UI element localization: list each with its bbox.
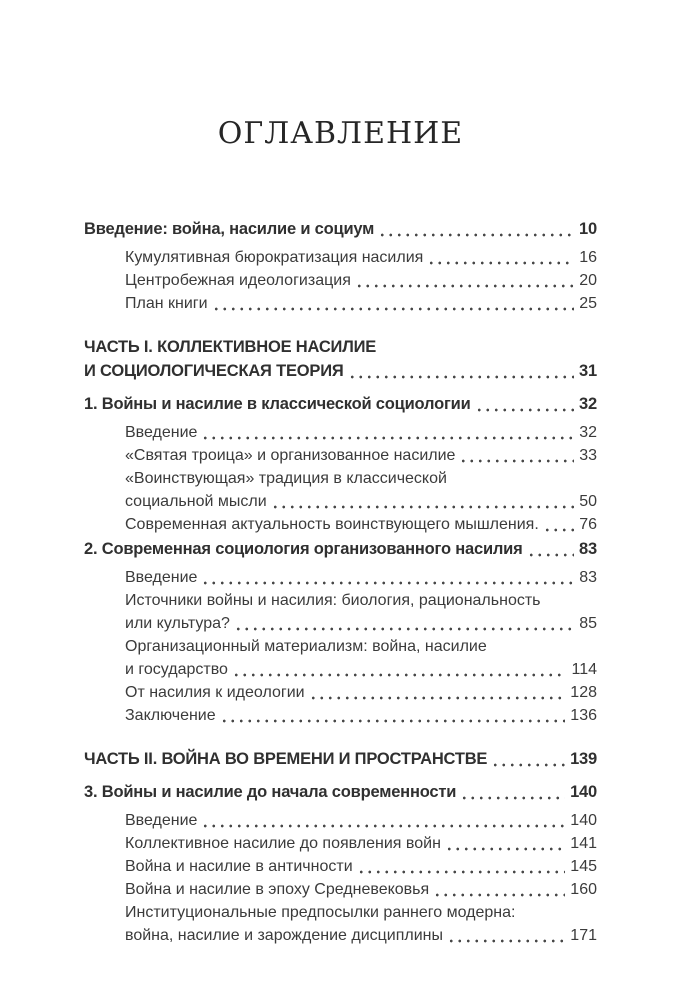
dot-leader bbox=[427, 261, 574, 265]
toc-row bbox=[125, 855, 597, 878]
toc-entry-text: ЧАСТЬ II. ВОЙНА ВО ВРЕМЕНИ И ПРОСТРАНСТВЕ bbox=[84, 750, 488, 768]
toc-page-number: 139 bbox=[570, 750, 597, 768]
dot-leader bbox=[445, 847, 565, 851]
toc-title: ОГЛАВЛЕНИЕ bbox=[217, 116, 464, 151]
toc-page-number: 83 bbox=[579, 569, 597, 586]
toc-sub-entry bbox=[125, 444, 597, 467]
toc-row bbox=[125, 809, 597, 832]
toc-page-number: 136 bbox=[570, 707, 597, 724]
toc-row bbox=[125, 704, 597, 727]
dot-leader bbox=[475, 408, 575, 412]
toc-row bbox=[125, 292, 597, 315]
toc-sub-entry bbox=[125, 878, 597, 901]
dot-leader bbox=[201, 581, 574, 585]
toc-entry-text: Источники войны и насилия: биология, рациональность bbox=[125, 592, 541, 609]
toc-sub-entry bbox=[125, 566, 597, 589]
toc-sub-entry bbox=[125, 292, 597, 315]
toc-row bbox=[125, 612, 597, 635]
dot-leader bbox=[309, 696, 566, 700]
dot-leader bbox=[459, 459, 574, 463]
dot-leader bbox=[527, 553, 575, 557]
toc-entry-text: Введение bbox=[125, 424, 198, 441]
toc-sub-entry bbox=[125, 589, 597, 635]
toc-row bbox=[125, 658, 597, 681]
toc-chapter-entry bbox=[84, 538, 597, 561]
toc-entry-text: Заключение bbox=[125, 707, 216, 724]
toc-part-heading bbox=[84, 747, 597, 771]
toc-page-number: 160 bbox=[570, 881, 597, 898]
toc-sub-entry bbox=[125, 681, 597, 704]
toc-row bbox=[125, 444, 597, 467]
toc-page-number: 171 bbox=[570, 927, 597, 944]
toc-page-number: 50 bbox=[579, 493, 597, 510]
toc-sub-entry bbox=[125, 855, 597, 878]
toc-row bbox=[125, 513, 597, 536]
toc-page-number: 85 bbox=[579, 615, 597, 632]
toc-entry-text: «Святая троица» и организованное насилие bbox=[125, 447, 456, 464]
toc-row bbox=[125, 490, 597, 513]
toc-entry-text: Введение bbox=[125, 812, 198, 829]
dot-leader bbox=[460, 796, 565, 800]
toc-entry-text: «Воинствующая» традиция в классической bbox=[125, 470, 447, 487]
dot-leader bbox=[220, 719, 566, 723]
toc-list bbox=[84, 218, 597, 947]
toc-row bbox=[125, 421, 597, 444]
toc-sub-entry bbox=[125, 832, 597, 855]
toc-row bbox=[125, 566, 597, 589]
toc-page-number: 33 bbox=[579, 447, 597, 464]
toc-row bbox=[84, 538, 597, 561]
toc-entry-text: Центробежная идеологизация bbox=[125, 272, 351, 289]
toc-entry-text: социальной мысли bbox=[125, 493, 267, 510]
toc-page-number: 16 bbox=[579, 249, 597, 266]
toc-entry-text: И СОЦИОЛОГИЧЕСКАЯ ТЕОРИЯ bbox=[84, 362, 344, 380]
toc-entry-text: Институциональные предпосылки раннего модерна: bbox=[125, 904, 516, 921]
toc-sub-entry bbox=[125, 246, 597, 269]
toc-entry-text: 1. Войны и насилие в классической социологии bbox=[84, 395, 471, 413]
dot-leader bbox=[201, 436, 574, 440]
toc-sub-entry bbox=[125, 513, 597, 536]
dot-leader bbox=[378, 233, 574, 237]
toc-entry-text: 3. Войны и насилие до начала современности bbox=[84, 783, 457, 801]
toc-page-number: 32 bbox=[579, 424, 597, 441]
toc-entry-text: Коллективное насилие до появления войн bbox=[125, 835, 441, 852]
toc-sub-entry bbox=[125, 635, 597, 681]
toc-row bbox=[84, 781, 597, 804]
toc-entry-text: Введение bbox=[125, 569, 198, 586]
toc-row bbox=[84, 335, 597, 359]
toc-sub-entry bbox=[125, 809, 597, 832]
toc-entry-text: или культура? bbox=[125, 615, 230, 632]
toc-page-number: 140 bbox=[570, 812, 597, 829]
dot-leader bbox=[447, 939, 565, 943]
toc-page-number: 140 bbox=[570, 783, 597, 801]
toc-page-number: 31 bbox=[579, 362, 597, 380]
toc-sub-entry bbox=[125, 421, 597, 444]
toc-chapter-entry bbox=[84, 393, 597, 416]
toc-page-number: 83 bbox=[579, 540, 597, 558]
toc-chapter-entry bbox=[84, 781, 597, 804]
toc-row bbox=[84, 747, 597, 771]
toc-row bbox=[125, 246, 597, 269]
toc-entry-text: Введение: война, насилие и социум bbox=[84, 220, 375, 238]
toc-page-number: 114 bbox=[571, 661, 597, 678]
toc-chapter-entry bbox=[84, 218, 597, 241]
toc-row bbox=[125, 832, 597, 855]
toc-row bbox=[84, 393, 597, 416]
toc-row bbox=[125, 635, 597, 658]
dot-leader bbox=[433, 893, 565, 897]
toc-row bbox=[125, 589, 597, 612]
toc-page-number: 141 bbox=[570, 835, 597, 852]
toc-page-number: 128 bbox=[570, 684, 597, 701]
toc-row bbox=[125, 901, 597, 924]
toc-entry-text: Организационный материализм: война, насилие bbox=[125, 638, 487, 655]
toc-entry-text: Кумулятивная бюрократизация насилия bbox=[125, 249, 424, 266]
toc-row bbox=[125, 878, 597, 901]
toc-entry-text: Война и насилие в античности bbox=[125, 858, 353, 875]
toc-entry-text: 2. Современная социология организованного насилия bbox=[84, 540, 523, 558]
toc-page-number: 145 bbox=[570, 858, 597, 875]
dot-leader bbox=[271, 505, 575, 509]
dot-leader bbox=[543, 528, 574, 532]
dot-leader bbox=[234, 627, 574, 631]
toc-page-number: 76 bbox=[579, 516, 597, 533]
dot-leader bbox=[491, 763, 565, 767]
toc-page-number: 25 bbox=[579, 295, 597, 312]
toc-entry-text: война, насилие и зарождение дисциплины bbox=[125, 927, 444, 944]
toc-entry-text: и государство bbox=[125, 661, 228, 678]
dot-leader bbox=[357, 870, 566, 874]
toc-sub-entry bbox=[125, 269, 597, 292]
toc-page-number: 10 bbox=[579, 220, 597, 238]
toc-row bbox=[84, 359, 597, 383]
dot-leader bbox=[201, 824, 565, 828]
dot-leader bbox=[355, 284, 574, 288]
dot-leader bbox=[348, 375, 575, 379]
toc-page-number: 20 bbox=[579, 272, 597, 289]
toc-row bbox=[125, 924, 597, 947]
toc-sub-entry bbox=[125, 704, 597, 727]
toc-row bbox=[125, 269, 597, 292]
toc-entry-text: Современная актуальность воинствующего мышления. bbox=[125, 516, 539, 533]
toc-entry-text: План книги bbox=[125, 295, 208, 312]
toc-row bbox=[125, 467, 597, 490]
toc-part-heading bbox=[84, 335, 597, 383]
toc-entry-text: ЧАСТЬ I. КОЛЛЕКТИВНОЕ НАСИЛИЕ bbox=[84, 338, 377, 356]
dot-leader bbox=[212, 307, 575, 311]
toc-entry-text: Война и насилие в эпоху Средневековья bbox=[125, 881, 430, 898]
toc-page-number: 32 bbox=[579, 395, 597, 413]
toc-sub-entry bbox=[125, 901, 597, 947]
toc-sub-entry bbox=[125, 467, 597, 513]
toc-row bbox=[84, 218, 597, 241]
toc-row bbox=[125, 681, 597, 704]
dot-leader bbox=[232, 673, 567, 677]
toc-entry-text: От насилия к идеологии bbox=[125, 684, 305, 701]
